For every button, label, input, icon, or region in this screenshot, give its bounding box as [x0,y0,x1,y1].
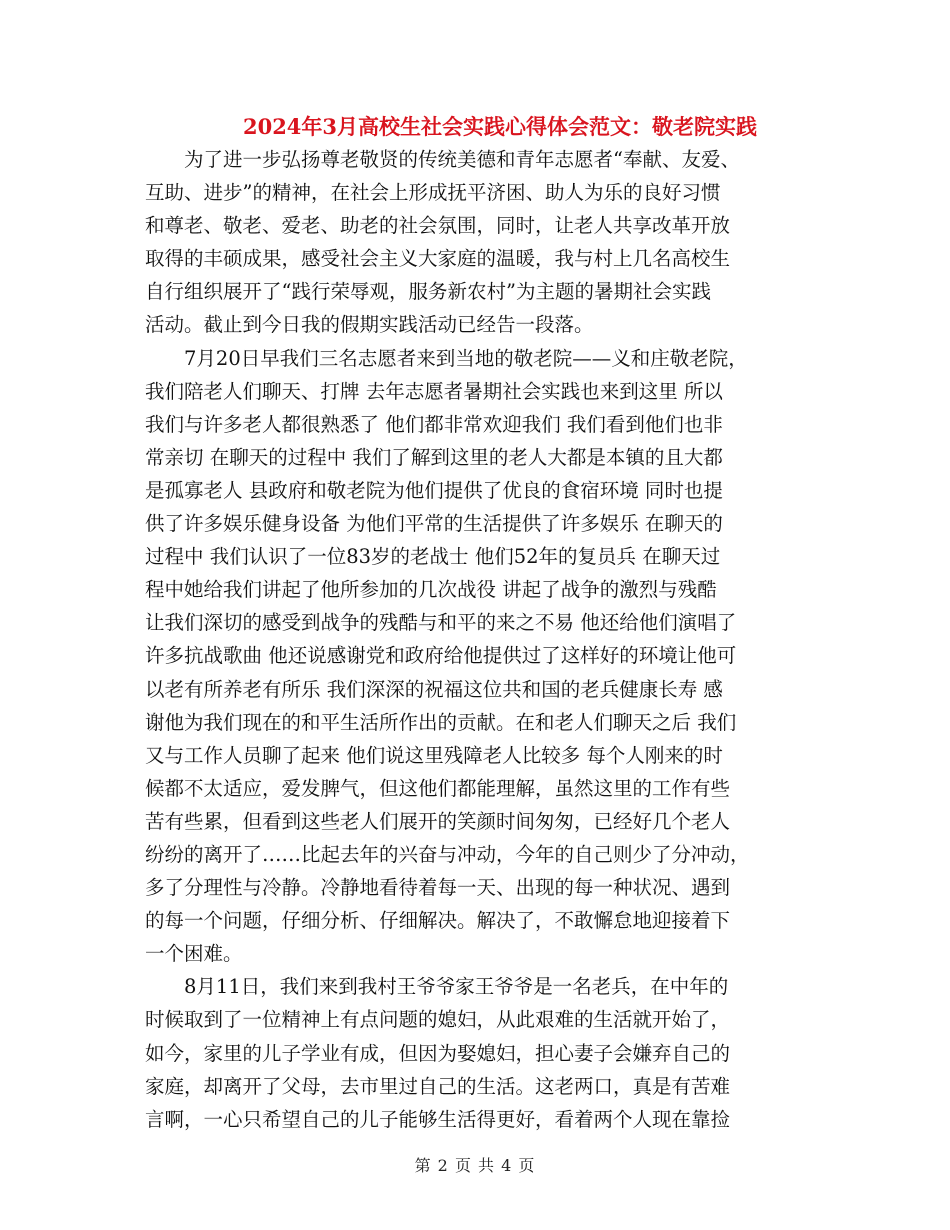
paragraph-line: 活动。截止到今日我的假期实践活动已经告一段落。 [145,313,594,337]
paragraph-line: 常亲切 在聊天的过程中 我们了解到这里的老人大都是本镇的且大都 [145,445,723,469]
paragraph-line: 候都不太适应，爱发脾气，但这他们都能理解，虽然这里的工作有些 [145,776,731,800]
paragraph-line: 为了进一步弘扬尊老敬贤的传统美德和青年志愿者“奉献、友爱、 [184,148,740,171]
paragraph-line: 我们与许多老人都很熟悉了 他们都非常欢迎我们 我们看到他们也非 [145,412,723,436]
paragraph-line: 如今，家里的儿子学业有成，但因为娶媳妇，担心妻子会嫌弃自己的 [145,1041,731,1065]
paragraph-line: 谢他为我们现在的和平生活所作出的贡献。在和老人们聊天之后 我们 [145,710,737,734]
paragraph-line: 7月20日早我们三名志愿者来到当地的敬老院——义和庄敬老院， [184,346,748,370]
paragraph-line: 供了许多娱乐健身设备 为他们平常的生活提供了许多娱乐 在聊天的 [145,512,723,536]
paragraph-line: 让我们深切的感受到战争的残酷与和平的来之不易 他还给他们演唱了 [145,611,737,635]
paragraph-line: 的每一个问题，仔细分析、仔细解决。解决了，不敢懈怠地迎接着下 [145,909,731,933]
paragraph-line: 又与工作人员聊了起来 他们说这里残障老人比较多 每个人刚来的时 [145,743,723,767]
paragraph-line: 我们陪老人们聊天、打牌 去年志愿者暑期社会实践也来到这里 所以 [145,379,723,403]
page-footer: 第 2 页 共 4 页 [414,1156,536,1175]
paragraph-line: 多了分理性与冷静。冷静地看待着每一天、出现的每一种状况、遇到 [145,876,731,900]
paragraph-line: 8月11日，我们来到我村王爷爷家王爷爷是一名老兵，在中年的 [184,975,729,999]
paragraph-line: 纷纷的离开了……比起去年的兴奋与冲动，今年的自己则少了分冲动， [145,842,750,866]
paragraph-line: 和尊老、敬老、爱老、助老的社会氛围，同时，让老人共享改革开放 [145,214,731,238]
paragraph-line: 时候取到了一位精神上有点问题的媳妇，从此艰难的生活就开始了， [145,1008,731,1032]
document-body [145,143,810,1136]
paragraph-line: 言啊，一心只希望自己的儿子能够生活得更好，看着两个人现在靠捡 [145,1107,731,1131]
paragraph-line: 家庭，却离开了父母，去市里过自己的生活。这老两口，真是有苦难 [145,1074,731,1098]
paragraph-line: 取得的丰硕成果，感受社会主义大家庭的温暖，我与村上几名高校生 [145,247,731,271]
paragraph-line: 是孤寡老人 县政府和敬老院为他们提供了优良的食宿环境 同时也提 [145,478,723,502]
paragraph-line: 苦有些累，但看到这些老人们展开的笑颜时间匆匆，已经好几个老人 [145,809,731,833]
paragraph-line: 许多抗战歌曲 他还说感谢党和政府给他提供过了这样好的环境让他可 [145,644,737,668]
paragraph-line: 自行组织展开了“践行荣辱观，服务新农村”为主题的暑期社会实践 [145,280,711,304]
document-title: 2024年3月高校生社会实践心得体会范文：敬老院实践 [242,114,758,139]
paragraph-line: 以老有所养老有所乐 我们深深的祝福这位共和国的老兵健康长寿 感 [145,677,723,701]
paragraph-line: 程中她给我们讲起了他所参加的几次战役 讲起了战争的激烈与残酷 [145,578,717,602]
paragraph-line: 过程中 我们认识了一位83岁的老战士 他们52年的复员兵 在聊天过 [145,545,721,569]
paragraph-line: 一个困难。 [145,942,243,966]
paragraph-line: 互助、进步”的精神，在社会上形成抚平济困、助人为乐的良好习惯 [145,181,721,205]
